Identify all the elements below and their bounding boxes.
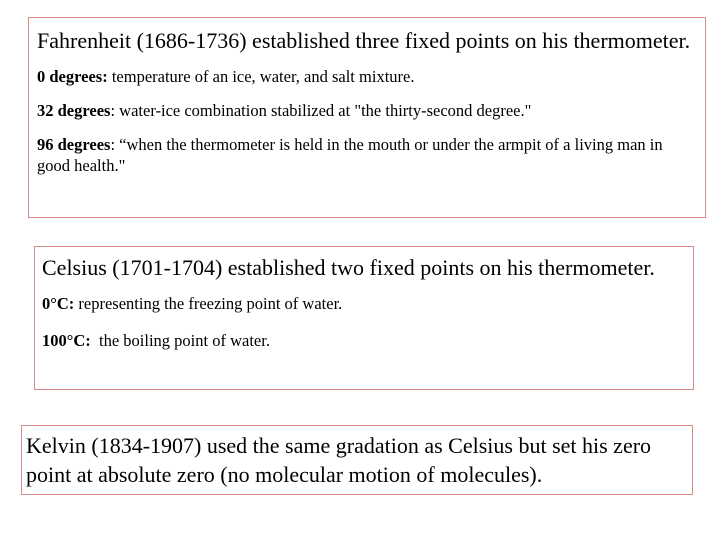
- point-text: representing the freezing point of water.: [74, 294, 343, 313]
- point-term: 32 degrees: [37, 101, 111, 120]
- celsius-point-100: [42, 330, 686, 351]
- point-term: 100°C:: [42, 331, 91, 350]
- fahrenheit-point-96: [37, 134, 697, 176]
- celsius-point-0: [42, 293, 686, 314]
- fahrenheit-heading: Fahrenheit (1686-1736) established three fixed points on his thermometer.: [37, 28, 691, 53]
- celsius-box: [34, 246, 694, 390]
- fahrenheit-box: [28, 17, 706, 218]
- kelvin-box: [21, 425, 693, 495]
- point-text: temperature of an ice, water, and salt mixture.: [107, 67, 415, 86]
- point-term: 96 degrees: [37, 135, 111, 154]
- kelvin-heading: Kelvin (1834-1907) used the same gradation as Celsius but set his zero point at absolute zero (no molecular motion of molecules).: [26, 433, 652, 487]
- celsius-heading: Celsius (1701-1704) established two fixed points on his thermometer.: [42, 255, 655, 280]
- point-term: 0°C:: [42, 294, 75, 313]
- point-text: the boiling point of water.: [90, 331, 270, 350]
- fahrenheit-point-32: [37, 100, 697, 121]
- point-term: 0 degrees:: [37, 67, 108, 86]
- fahrenheit-point-0: [37, 66, 697, 87]
- point-text: : “when the thermometer is held in the mouth or under the armpit of a living man in good health.": [37, 135, 663, 175]
- point-text: : water-ice combination stabilized at "the thirty-second degree.": [110, 101, 532, 120]
